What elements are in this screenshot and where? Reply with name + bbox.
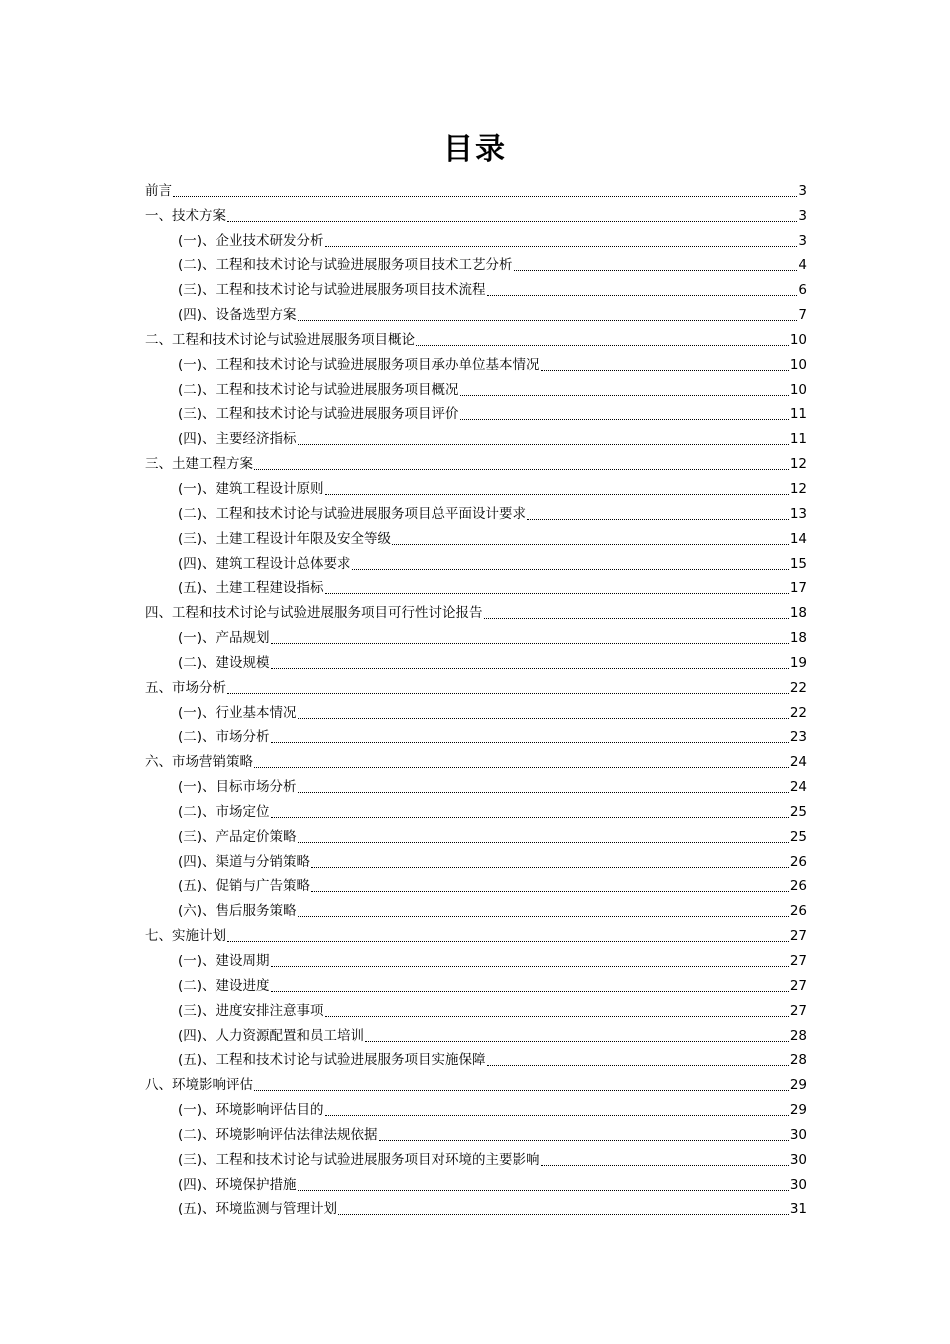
toc-entry-label: (三)、产品定价策略 — [178, 828, 297, 845]
toc-page-number: 26 — [789, 878, 807, 895]
toc-dot-leader — [416, 344, 789, 346]
toc-dot-leader — [460, 394, 789, 396]
toc-entry[interactable] — [145, 895, 807, 920]
toc-page-number: 28 — [789, 1027, 807, 1044]
toc-entry-label: (二)、工程和技术讨论与试验进展服务项目技术工艺分析 — [178, 257, 513, 274]
toc-page-number: 6 — [798, 282, 807, 299]
toc-dot-leader — [325, 1114, 789, 1116]
toc-page-number: 27 — [789, 977, 807, 994]
toc-entry[interactable] — [145, 920, 807, 945]
toc-entry[interactable] — [145, 274, 807, 299]
toc-entry-label: (四)、渠道与分销策略 — [178, 853, 311, 870]
toc-page-number: 13 — [789, 505, 807, 522]
toc-entry-label: (二)、环境影响评估法律法规依据 — [178, 1126, 378, 1143]
toc-dot-leader — [311, 890, 789, 892]
toc-entry-label: (四)、设备选型方案 — [178, 307, 297, 324]
toc-dot-leader — [352, 568, 789, 570]
toc-page-number: 12 — [789, 480, 807, 497]
toc-entry-label: (五)、工程和技术讨论与试验进展服务项目实施保障 — [178, 1052, 486, 1069]
toc-page-number: 24 — [789, 754, 807, 771]
toc-dot-leader — [392, 543, 789, 545]
toc-entry-label: (一)、企业技术研发分析 — [178, 232, 324, 249]
toc-page-number: 27 — [789, 928, 807, 945]
toc-entry[interactable] — [145, 374, 807, 399]
toc-page-number: 30 — [789, 1176, 807, 1193]
toc-page-number: 30 — [789, 1126, 807, 1143]
toc-entry[interactable] — [145, 299, 807, 324]
toc-page-number: 25 — [789, 803, 807, 820]
toc-dot-leader — [325, 493, 789, 495]
toc-entry[interactable] — [145, 324, 807, 349]
toc-entry-label: 七、实施计划 — [145, 928, 226, 945]
toc-entry-label: (三)、工程和技术讨论与试验进展服务项目评价 — [178, 406, 459, 423]
toc-page-number: 3 — [798, 182, 807, 199]
toc-entry[interactable] — [145, 1119, 807, 1144]
toc-entry-label: (五)、环境监测与管理计划 — [178, 1201, 338, 1218]
toc-entry[interactable] — [145, 970, 807, 995]
toc-entry-label: (三)、工程和技术讨论与试验进展服务项目对环境的主要影响 — [178, 1151, 540, 1168]
toc-dot-leader — [298, 841, 789, 843]
toc-page-number: 25 — [789, 828, 807, 845]
toc-dot-leader — [484, 617, 789, 619]
toc-entry[interactable] — [145, 225, 807, 250]
toc-entry-label: (二)、建设进度 — [178, 977, 270, 994]
toc-dot-leader — [271, 965, 789, 967]
toc-entry-label: (一)、产品规划 — [178, 630, 270, 647]
toc-entry[interactable] — [145, 995, 807, 1020]
toc-page-number: 27 — [789, 953, 807, 969]
toc-entry-label: (三)、进度安排注意事项 — [178, 1002, 324, 1019]
toc-page-number: 4 — [798, 257, 807, 274]
toc-page-number: 22 — [789, 704, 807, 721]
toc-dot-leader — [298, 319, 798, 321]
toc-entry[interactable] — [145, 1169, 807, 1194]
toc-title: 目录 — [443, 132, 507, 167]
toc-entry[interactable] — [145, 796, 807, 821]
toc-dot-leader — [298, 443, 789, 445]
toc-entry[interactable] — [145, 573, 807, 598]
toc-page-number: 11 — [789, 431, 807, 448]
toc-dot-leader — [460, 418, 789, 420]
toc-entry[interactable] — [145, 448, 807, 473]
toc-entry[interactable] — [145, 672, 807, 697]
toc-entry[interactable] — [145, 175, 807, 200]
toc-entry-label: 五、市场分析 — [145, 679, 226, 696]
toc-page-number: 11 — [789, 406, 807, 423]
toc-entry-label: (一)、环境影响评估目的 — [178, 1102, 324, 1119]
toc-entry[interactable] — [145, 399, 807, 424]
toc-dot-leader — [227, 940, 789, 942]
toc-entry-label: (四)、人力资源配置和员工培训 — [178, 1027, 365, 1044]
toc-dot-leader — [271, 990, 789, 992]
toc-page-number: 26 — [789, 853, 807, 870]
toc-entry[interactable] — [145, 597, 807, 622]
toc-dot-leader — [298, 1189, 789, 1191]
toc-dot-leader — [527, 518, 789, 520]
toc-entry[interactable] — [145, 498, 807, 523]
toc-dot-leader — [365, 1040, 789, 1042]
toc-list — [145, 175, 807, 1218]
toc-dot-leader — [254, 1089, 789, 1091]
toc-dot-leader — [541, 369, 789, 371]
toc-entry-label: (四)、主要经济指标 — [178, 431, 297, 448]
toc-entry-label: 六、市场营销策略 — [145, 754, 253, 771]
toc-entry[interactable] — [145, 622, 807, 647]
toc-page-number: 27 — [789, 1002, 807, 1019]
toc-page-number: 10 — [789, 356, 807, 373]
toc-entry[interactable] — [145, 771, 807, 796]
toc-dot-leader — [514, 269, 798, 271]
toc-dot-leader — [271, 741, 789, 743]
toc-entry-label: (二)、市场分析 — [178, 729, 270, 746]
toc-dot-leader — [173, 195, 797, 197]
toc-dot-leader — [487, 1064, 789, 1066]
toc-dot-leader — [338, 1213, 789, 1215]
toc-page-number: 29 — [789, 1077, 807, 1094]
toc-entry-label: (二)、工程和技术讨论与试验进展服务项目总平面设计要求 — [178, 505, 527, 522]
toc-page-number: 23 — [789, 729, 807, 746]
toc-entry[interactable] — [145, 349, 807, 374]
toc-page-number: 10 — [789, 331, 807, 348]
toc-dot-leader — [254, 468, 789, 470]
toc-entry-label: (六)、售后服务策略 — [178, 903, 297, 920]
toc-dot-leader — [325, 592, 789, 594]
toc-entry[interactable] — [145, 423, 807, 448]
toc-dot-leader — [298, 791, 789, 793]
toc-page-number: 18 — [789, 605, 807, 622]
toc-entry-label: 二、工程和技术讨论与试验进展服务项目概论 — [145, 331, 415, 348]
toc-entry[interactable] — [145, 821, 807, 846]
toc-page-number: 22 — [789, 679, 807, 696]
toc-page-number: 7 — [798, 307, 807, 324]
toc-entry[interactable] — [145, 722, 807, 747]
toc-dot-leader — [227, 220, 797, 222]
toc-entry[interactable] — [145, 1069, 807, 1094]
toc-entry[interactable] — [145, 871, 807, 896]
toc-page-number: 3 — [798, 232, 807, 249]
toc-page-number: 24 — [789, 779, 807, 796]
toc-page-number: 3 — [798, 207, 807, 224]
toc-page-number: 17 — [789, 580, 807, 597]
toc-entry-label: (五)、土建工程建设指标 — [178, 580, 324, 597]
toc-entry[interactable] — [145, 1020, 807, 1045]
toc-entry-label: (四)、环境保护措施 — [178, 1176, 297, 1193]
toc-entry-label: 八、环境影响评估 — [145, 1077, 253, 1094]
toc-entry-label: 一、技术方案 — [145, 207, 226, 224]
toc-entry[interactable] — [145, 846, 807, 871]
toc-dot-leader — [271, 642, 789, 644]
toc-page-number: 29 — [789, 1102, 807, 1119]
toc-dot-leader — [325, 1015, 789, 1017]
toc-entry-label: (一)、行业基本情况 — [178, 704, 297, 721]
toc-entry-label: 四、工程和技术讨论与试验进展服务项目可行性讨论报告 — [145, 605, 483, 622]
toc-page-number: 10 — [789, 381, 807, 398]
toc-dot-leader — [311, 866, 789, 868]
toc-page-number: 18 — [789, 630, 807, 647]
toc-entry[interactable] — [145, 647, 807, 672]
toc-dot-leader — [298, 915, 789, 917]
toc-entry-label: (一)、目标市场分析 — [178, 779, 297, 796]
toc-page-number: 14 — [789, 530, 807, 547]
toc-entry-label: (一)、建筑工程设计原则 — [178, 480, 324, 497]
toc-entry[interactable] — [145, 697, 807, 722]
toc-entry[interactable] — [145, 200, 807, 225]
toc-entry-label: (一)、工程和技术讨论与试验进展服务项目承办单位基本情况 — [178, 356, 540, 373]
toc-entry-label: (五)、促销与广告策略 — [178, 878, 311, 895]
toc-entry-label: (一)、建设周期 — [178, 953, 270, 969]
toc-entry-label: (三)、土建工程设计年限及安全等级 — [178, 530, 392, 547]
toc-dot-leader — [227, 692, 789, 694]
toc-page-number: 26 — [789, 903, 807, 920]
toc-dot-leader — [541, 1164, 789, 1166]
toc-entry-label: (三)、工程和技术讨论与试验进展服务项目技术流程 — [178, 282, 486, 299]
toc-entry-label: (二)、市场定位 — [178, 803, 270, 820]
toc-entry[interactable] — [145, 548, 807, 573]
toc-dot-leader — [298, 717, 789, 719]
toc-dot-leader — [271, 816, 789, 818]
toc-dot-leader — [325, 245, 798, 247]
toc-dot-leader — [487, 294, 798, 296]
toc-entry-label: 三、土建工程方案 — [145, 456, 253, 473]
toc-entry-label: (二)、建设规模 — [178, 654, 270, 671]
toc-entry-label: 前言 — [145, 182, 172, 199]
toc-page-number: 12 — [789, 456, 807, 473]
toc-entry[interactable] — [145, 1094, 807, 1119]
toc-page-number: 15 — [789, 555, 807, 572]
toc-page-number: 30 — [789, 1151, 807, 1168]
toc-dot-leader — [271, 667, 789, 669]
toc-page-number: 28 — [789, 1052, 807, 1069]
toc-entry[interactable] — [145, 250, 807, 275]
toc-dot-leader — [254, 766, 789, 768]
toc-entry[interactable] — [145, 746, 807, 771]
toc-entry[interactable] — [145, 1194, 807, 1219]
toc-dot-leader — [379, 1139, 789, 1141]
toc-entry[interactable] — [145, 473, 807, 498]
toc-page-number: 19 — [789, 654, 807, 671]
toc-entry[interactable] — [145, 945, 807, 970]
toc-entry[interactable] — [145, 1045, 807, 1070]
toc-entry[interactable] — [145, 523, 807, 548]
toc-entry[interactable] — [145, 1144, 807, 1169]
toc-entry-label: (四)、建筑工程设计总体要求 — [178, 555, 351, 572]
toc-entry-label: (二)、工程和技术讨论与试验进展服务项目概况 — [178, 381, 459, 398]
toc-page-number: 31 — [789, 1201, 807, 1218]
